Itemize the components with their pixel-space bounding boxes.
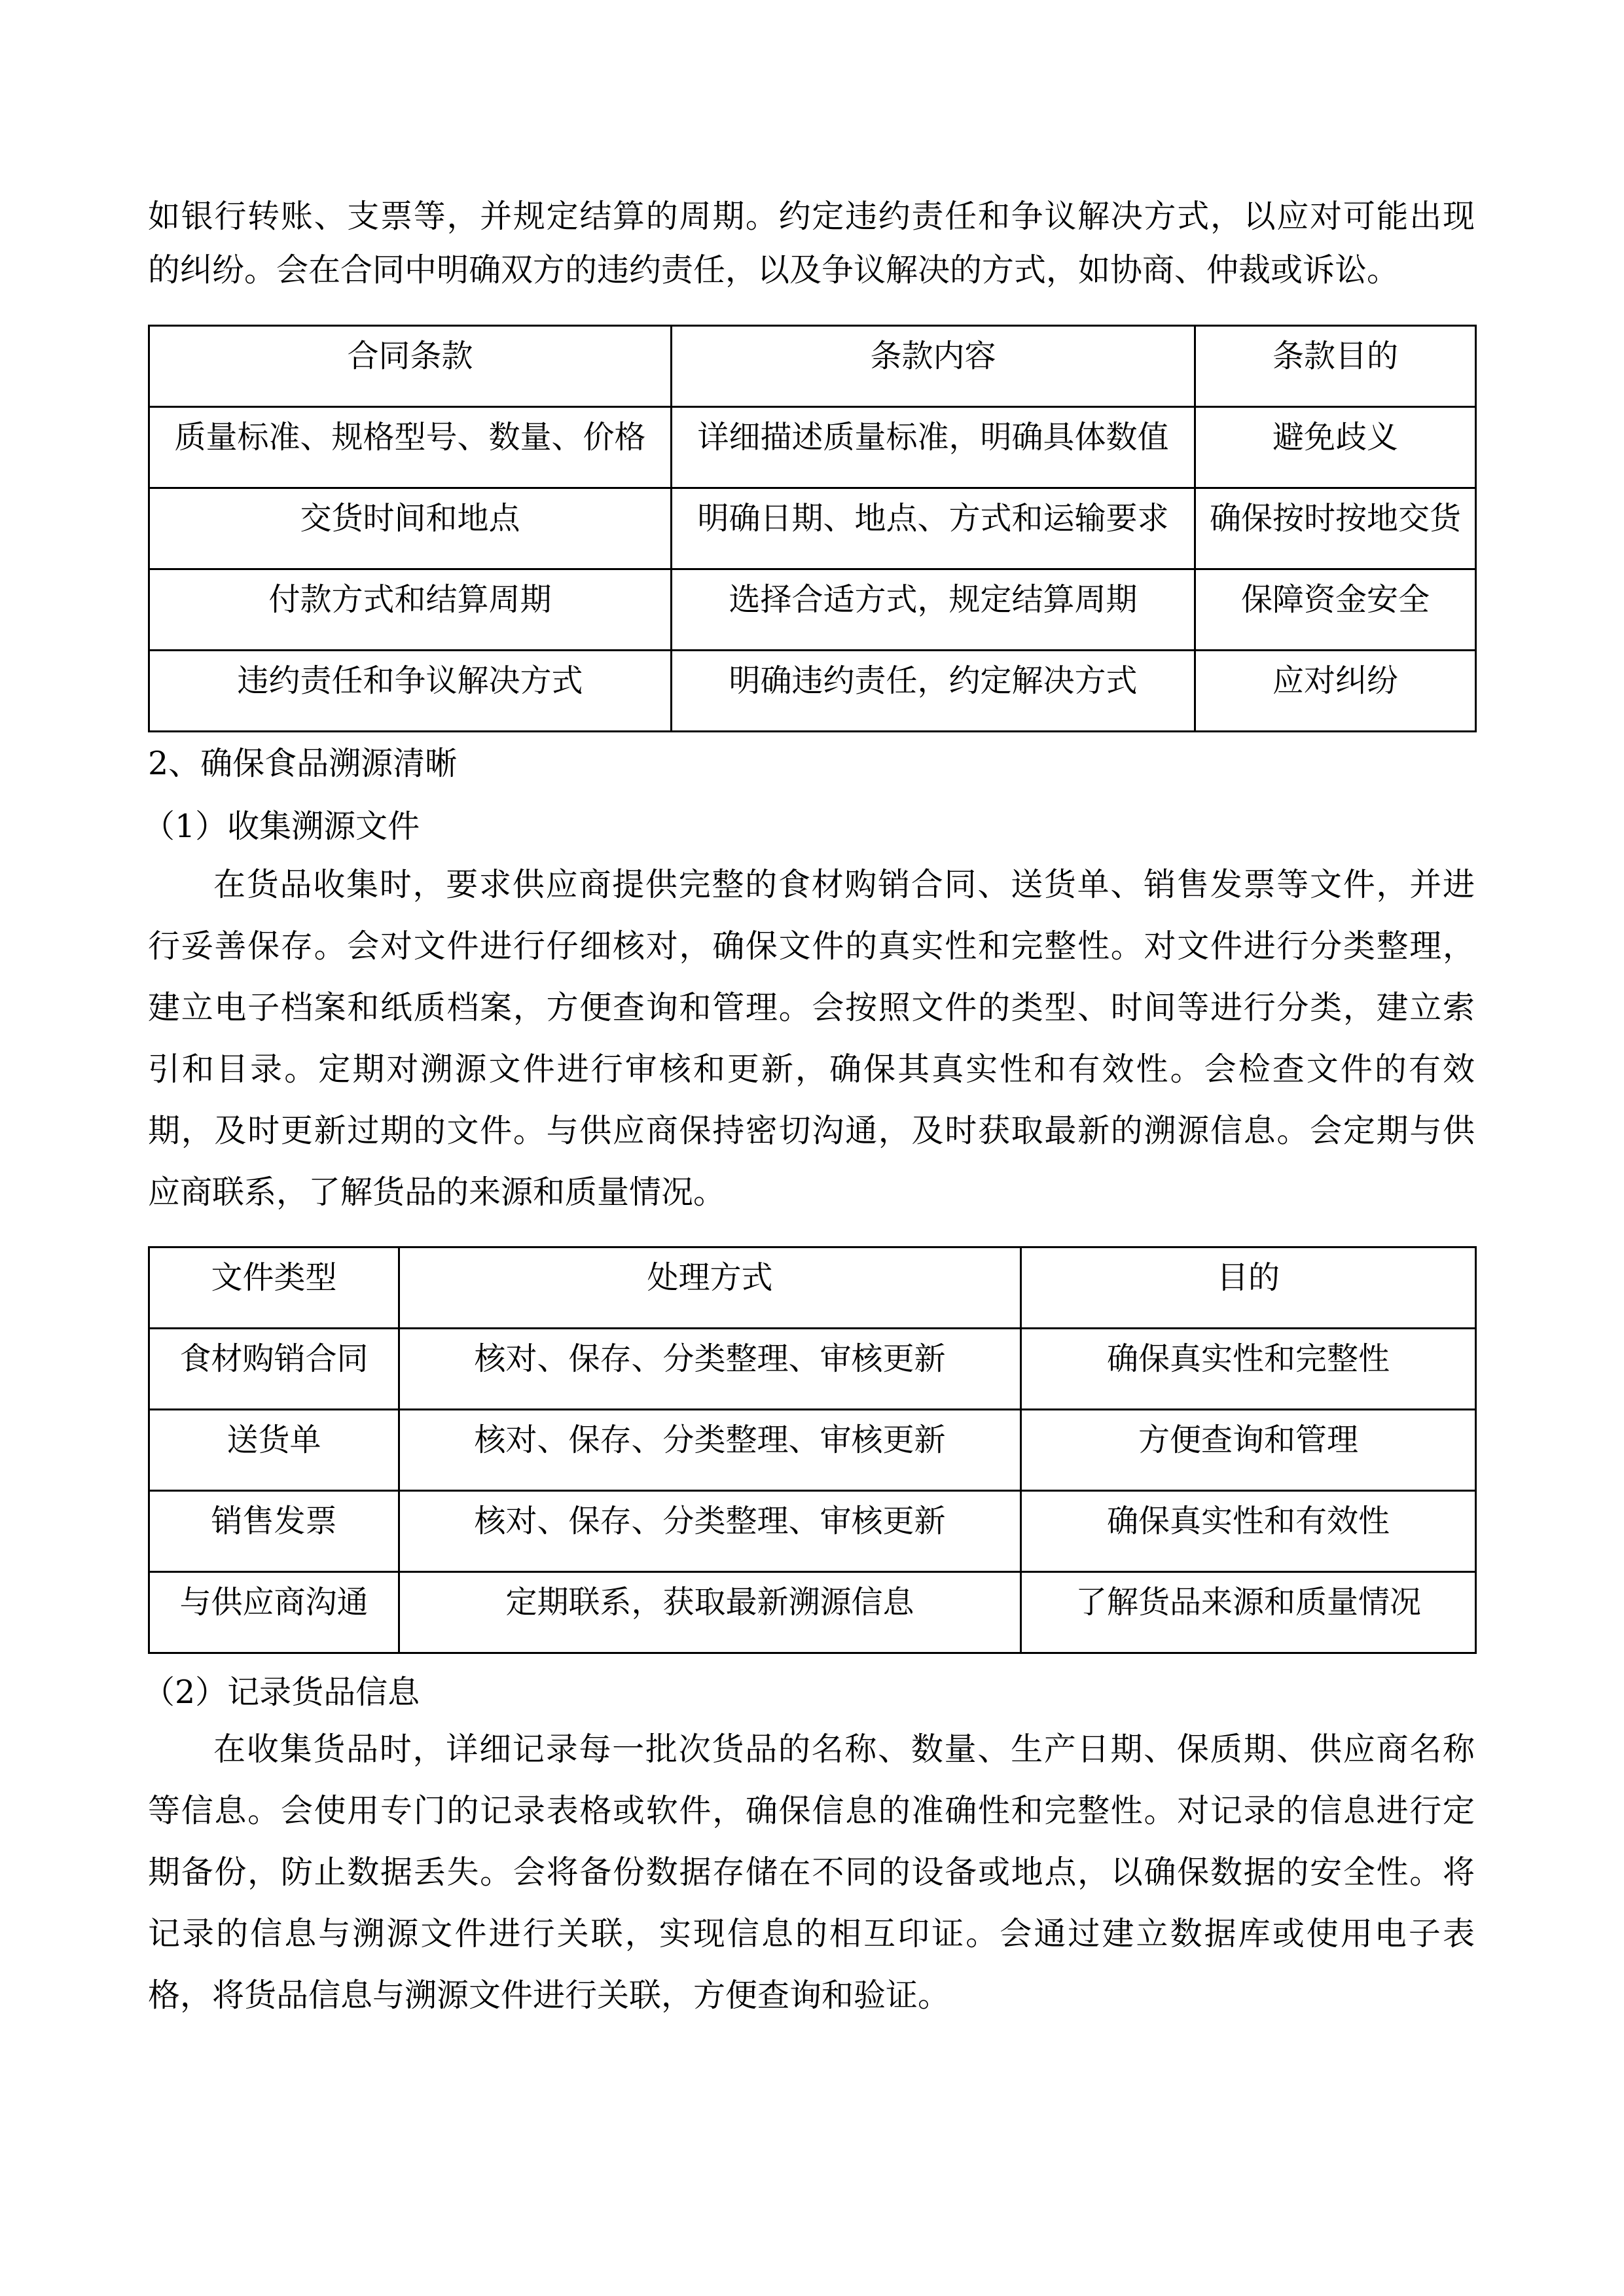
paragraph-collect-documents-line: 建立电子档案和纸质档案，方便查询和管理。会按照文件的类型、时间等进行分类，建立索	[148, 989, 1475, 1026]
paragraph-record-info-line: 在收集货品时，详细记录每一批次货品的名称、数量、生产日期、保质期、供应商名称	[213, 1731, 1475, 1768]
table-cell: 方便查询和管理	[1021, 1410, 1476, 1491]
paragraph-collect-documents-line: 在货品收集时，要求供应商提供完整的食材购销合同、送货单、销售发票等文件，并进	[213, 866, 1475, 903]
table-header-cell: 处理方式	[399, 1247, 1021, 1329]
paragraph-collect-documents-line: 行妥善保存。会对文件进行仔细核对，确保文件的真实性和完整性。对文件进行分类整理，	[148, 927, 1475, 965]
table-cell: 了解货品来源和质量情况	[1021, 1572, 1476, 1653]
table-row	[149, 488, 1476, 569]
table-cell: 付款方式和结算周期	[149, 569, 672, 651]
table-cell: 违约责任和争议解决方式	[149, 651, 672, 732]
table-cell: 应对纠纷	[1195, 651, 1476, 732]
table-cell: 核对、保存、分类整理、审核更新	[399, 1491, 1021, 1572]
table-cell: 核对、保存、分类整理、审核更新	[399, 1329, 1021, 1410]
paragraph-record-info-line: 记录的信息与溯源文件进行关联，实现信息的相互印证。会通过建立数据库或使用电子表	[148, 1915, 1475, 1952]
table-header-cell: 合同条款	[149, 326, 672, 407]
table-header-cell: 文件类型	[149, 1247, 399, 1329]
trace-documents-table	[148, 1246, 1477, 1654]
contract-terms-table	[148, 325, 1477, 732]
table-cell: 食材购销合同	[149, 1329, 399, 1410]
subheading-record-info: （2）记录货品信息	[143, 1674, 420, 1711]
table-row	[149, 569, 1476, 651]
paragraph-payment-line: 如银行转账、支票等，并规定结算的周期。约定违约责任和争议解决方式，以应对可能出现	[148, 198, 1475, 235]
paragraph-record-info-line: 期备份，防止数据丢失。会将备份数据存储在不同的设备或地点，以确保数据的安全性。将	[148, 1854, 1475, 1891]
paragraph-collect-documents-line: 期，及时更新过期的文件。与供应商保持密切沟通，及时获取最新的溯源信息。会定期与供	[148, 1112, 1475, 1149]
table-cell: 核对、保存、分类整理、审核更新	[399, 1410, 1021, 1491]
table-row	[149, 1329, 1476, 1410]
table-row	[149, 1410, 1476, 1491]
table-cell: 详细描述质量标准，明确具体数值	[672, 407, 1195, 488]
table-cell: 选择合适方式，规定结算周期	[672, 569, 1195, 651]
table-cell: 明确日期、地点、方式和运输要求	[672, 488, 1195, 569]
table-header-cell: 条款内容	[672, 326, 1195, 407]
paragraph-record-info-line: 等信息。会使用专门的记录表格或软件，确保信息的准确性和完整性。对记录的信息进行定	[148, 1792, 1475, 1829]
paragraph-payment-line: 的纠纷。会在合同中明确双方的违约责任，以及争议解决的方式，如协商、仲裁或诉讼。	[148, 251, 1399, 289]
table-cell: 确保真实性和完整性	[1021, 1329, 1476, 1410]
table-cell: 质量标准、规格型号、数量、价格	[149, 407, 672, 488]
table-cell: 确保真实性和有效性	[1021, 1491, 1476, 1572]
table-header-cell: 条款目的	[1195, 326, 1476, 407]
table-row	[149, 651, 1476, 732]
paragraph-record-info-line: 格，将货品信息与溯源文件进行关联，方便查询和验证。	[148, 1977, 950, 2014]
table-cell: 销售发票	[149, 1491, 399, 1572]
table-cell: 交货时间和地点	[149, 488, 672, 569]
table-cell: 明确违约责任，约定解决方式	[672, 651, 1195, 732]
paragraph-collect-documents-line: 应商联系，了解货品的来源和质量情况。	[148, 1174, 726, 1211]
table-row	[149, 407, 1476, 488]
table-row	[149, 1572, 1476, 1653]
table-cell: 与供应商沟通	[149, 1572, 399, 1653]
paragraph-collect-documents-line: 引和目录。定期对溯源文件进行审核和更新，确保其真实性和有效性。会检查文件的有效	[148, 1050, 1475, 1088]
table-cell: 送货单	[149, 1410, 399, 1491]
table-header-row	[149, 1247, 1476, 1329]
table-cell: 定期联系，获取最新溯源信息	[399, 1572, 1021, 1653]
subheading-collect-documents: （1）收集溯源文件	[143, 808, 420, 845]
section-heading: 2、确保食品溯源清晰	[148, 745, 458, 782]
table-cell: 保障资金安全	[1195, 569, 1476, 651]
table-row	[149, 1491, 1476, 1572]
table-header-cell: 目的	[1021, 1247, 1476, 1329]
table-cell: 避免歧义	[1195, 407, 1476, 488]
table-header-row	[149, 326, 1476, 407]
table-cell: 确保按时按地交货	[1195, 488, 1476, 569]
